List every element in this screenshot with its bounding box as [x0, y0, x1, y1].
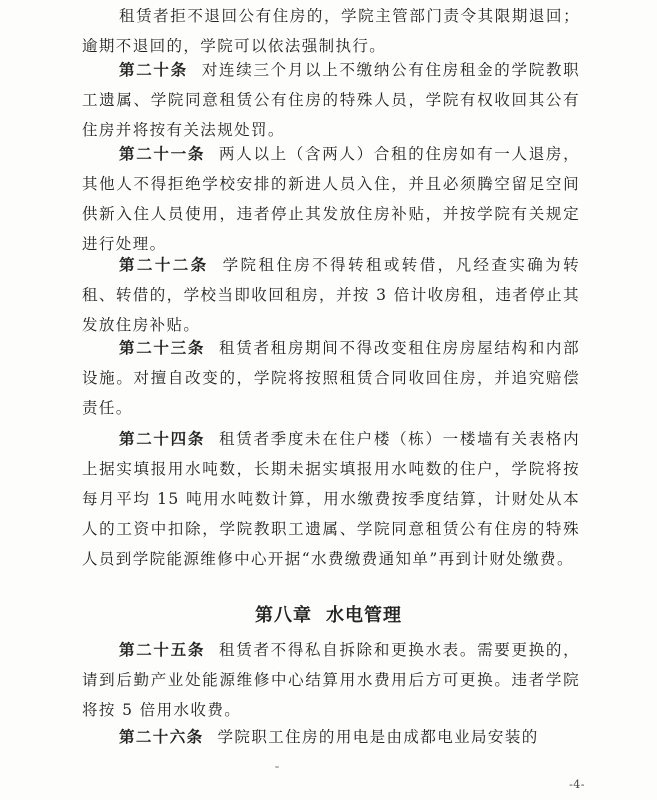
article-23 — [82, 333, 580, 423]
article-text: 租赁者租房期间不得改变租住房房屋结构和内部设施。对擅自改变的，学院将按照租赁合同收回住房，并追究赔偿责任。 — [82, 339, 580, 417]
page-number: -4- — [569, 778, 585, 791]
article-text: 学院租住房不得转租或转借，凡经查实确为转租、转借的，学校当即收回租房，并按 3 倍计收房租，违者停止其发放住房补贴。 — [82, 256, 580, 334]
article-number: 第二十二条 — [119, 256, 209, 274]
article-20 — [82, 55, 580, 145]
article-number: 第二十四条 — [119, 430, 206, 448]
article-26 — [82, 722, 580, 752]
chapter-number: 第八章 — [255, 605, 312, 626]
article-text: 学院职工住房的用电是由成都电业局安装的 — [217, 728, 539, 746]
chapter-heading — [0, 601, 657, 627]
paragraph-continuation — [82, 1, 580, 61]
article-number: 第二十六条 — [119, 728, 204, 746]
paragraph-text: 租赁者拒不退回公有住房的，学院主管部门责令其限期退回；逾期不退回的，学院可以依法强制执行。 — [82, 7, 580, 55]
article-number: 第二十条 — [119, 61, 188, 79]
article-text: 租赁者不得私自拆除和更换水表。需要更换的，请到后勤产业处能源维修中心结算用水费用后方可更换。违者学院将按 5 倍用水收费。 — [82, 641, 580, 719]
article-22 — [82, 250, 580, 340]
chapter-title: 水电管理 — [326, 605, 402, 626]
article-number: 第二十一条 — [119, 145, 206, 163]
article-24 — [82, 424, 580, 574]
article-21 — [82, 139, 580, 259]
article-25 — [82, 635, 580, 725]
article-text: 对连续三个月以上不缴纳公有住房租金的学院教职工遗属、学院同意租赁公有住房的特殊人员，学院有权收回其公有住房并将按有关法规处罚。 — [82, 61, 580, 139]
article-text: 两人以上（含两人）合租的住房如有一人退房，其他人不得拒绝学校安排的新进人员入住，并且必须腾空留足空间供新入住人员使用，违者停止其发放住房补贴，并按学院有关规定进行处理。 — [82, 145, 580, 253]
article-number: 第二十三条 — [119, 339, 206, 357]
article-text: 租赁者季度未在住户楼（栋）一楼墙有关表格内上据实填报用水吨数，长期未据实填报用水吨数的住户，学院将按每月平均 15 吨用水吨数计算，用水缴费按季度结算，计财处从本人的工资中扣除，学院教职工遗属、学院同意租赁公有住房的特殊人员到学院能源维修中心开据“水费缴费通知单”再到计财处缴费。 — [82, 430, 580, 568]
article-number: 第二十五条 — [119, 641, 206, 659]
scan-speck — [275, 766, 279, 768]
